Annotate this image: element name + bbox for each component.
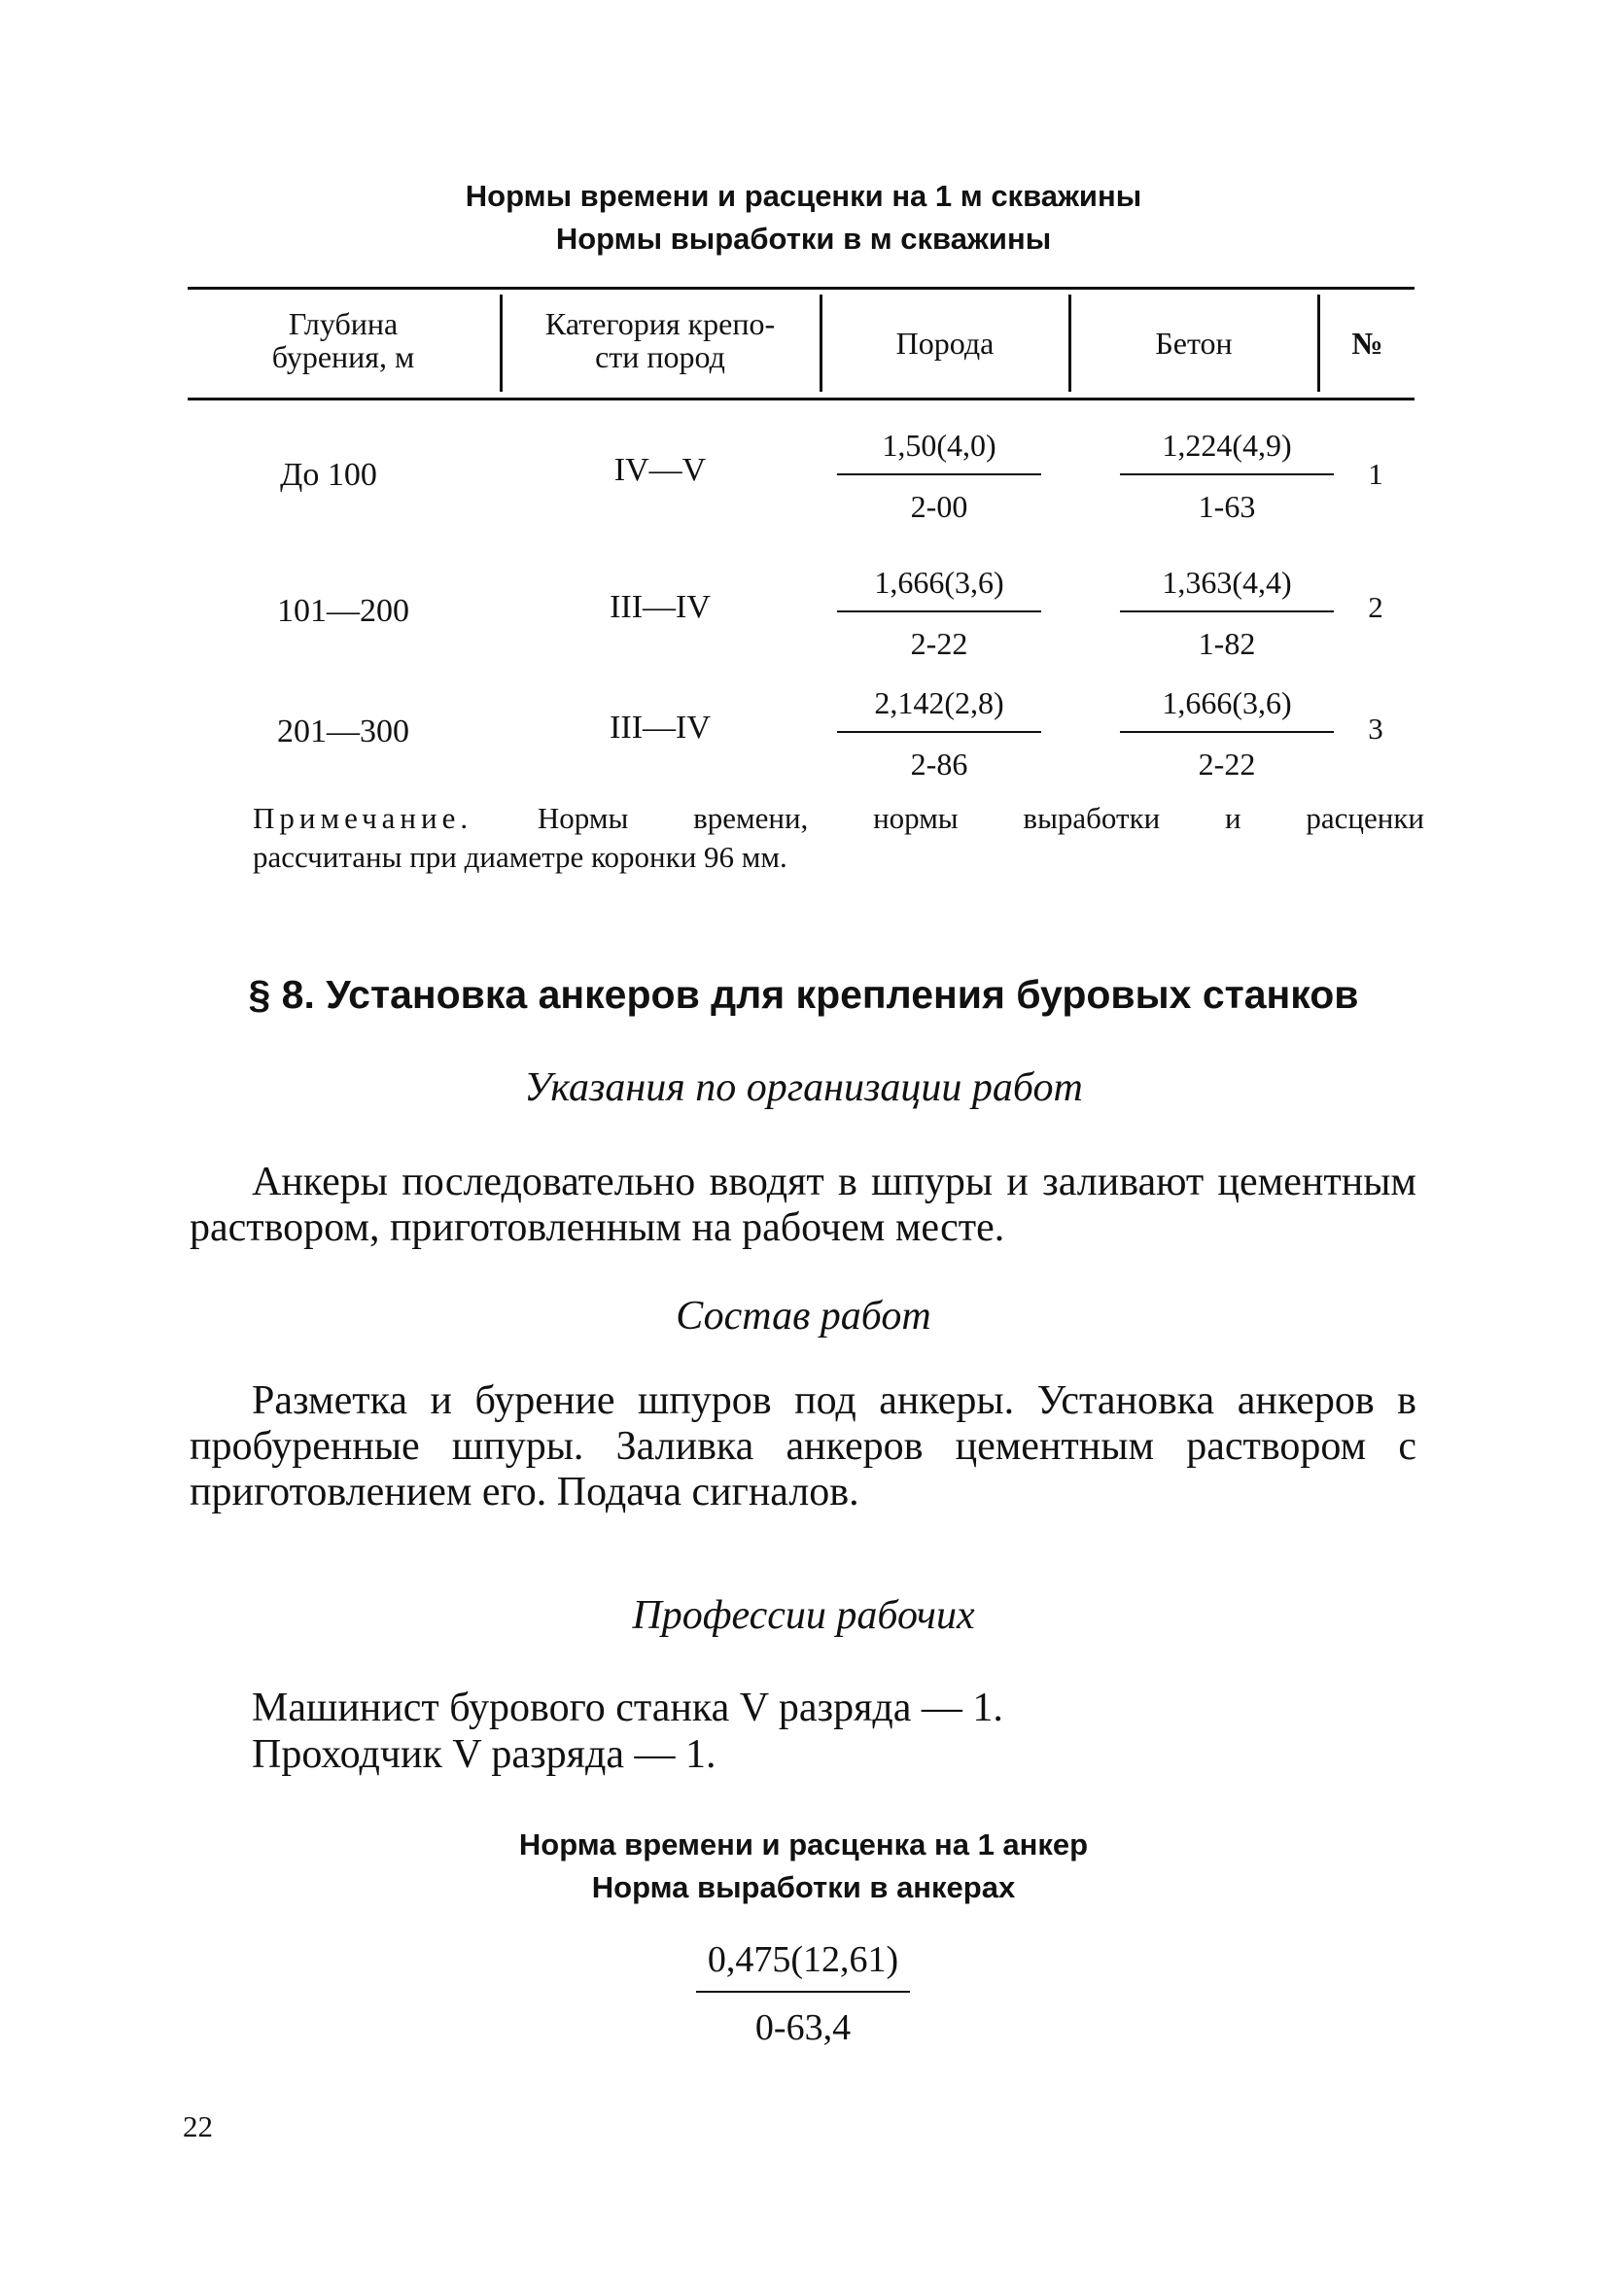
- row-2-concrete-fraction: [1115, 565, 1339, 662]
- header-rock: Порода: [895, 326, 995, 361]
- header-category-line-1: Категория крепо-: [544, 306, 776, 341]
- row-2-category: III—IV: [610, 589, 711, 625]
- norm-caption-line-2: Норма выработки в анкерах: [591, 1870, 1016, 1904]
- header-depth-line-2: бурения, м: [271, 339, 415, 374]
- fraction-bar: [1120, 731, 1334, 733]
- header-number: №: [1351, 326, 1383, 361]
- table-header-rule: [188, 398, 1415, 400]
- row-3-depth: 201—300: [277, 713, 409, 749]
- fraction-bar: [837, 731, 1041, 733]
- row-1-depth: До 100: [280, 457, 377, 493]
- row-1-concrete-numerator: 1,224(4,9): [1162, 428, 1292, 463]
- header-depth: [188, 307, 499, 373]
- professions-heading: Профессии рабочих: [632, 1593, 975, 1638]
- row-1-concrete-fraction: [1115, 428, 1339, 525]
- header-category: [503, 307, 818, 373]
- header-category-line-2: сти пород: [595, 339, 725, 374]
- row-3-concrete-denominator: 2-22: [1198, 747, 1256, 782]
- note-text: Нормы времени, нормы выработки и расценки: [537, 801, 1424, 835]
- fraction-bar: [696, 1991, 910, 1993]
- row-2-number: 2: [1368, 590, 1383, 624]
- anchor-norm-numerator: 0,475(12,61): [707, 1939, 899, 1980]
- row-3-concrete-fraction: [1115, 685, 1339, 783]
- table-caption-line-1: Нормы времени и расценки на 1 м скважины: [465, 179, 1142, 213]
- anchor-norm-denominator: 0-63,4: [754, 2007, 852, 2048]
- table-caption-line-2: Нормы выработки в м скважины: [555, 222, 1052, 256]
- profession-1: Машинист бурового станка V разряда — 1.: [252, 1686, 1003, 1730]
- note-label: Примечание.: [253, 801, 473, 835]
- row-2-rock-numerator: 1,666(3,6): [874, 565, 1004, 600]
- page-number: 22: [183, 2109, 213, 2143]
- row-3-rock-fraction: [832, 685, 1046, 783]
- fraction-bar: [1120, 610, 1334, 612]
- row-1-rock-numerator: 1,50(4,0): [882, 428, 996, 463]
- row-1-concrete-denominator: 1-63: [1198, 489, 1256, 524]
- org-text: Анкеры последовательно вводят в шпуры и заливают цементным раствором, приготовленным на рабочем месте.: [190, 1160, 1416, 1250]
- anchor-norm-fraction: [638, 1938, 968, 2049]
- section-title: § 8. Установка анкеров для крепления буровых станков: [248, 972, 1359, 1017]
- org-heading: Указания по организации работ: [524, 1065, 1083, 1110]
- profession-2: Проходчик V разряда — 1.: [252, 1732, 716, 1777]
- row-3-concrete-numerator: 1,666(3,6): [1162, 685, 1292, 720]
- row-1-rock-denominator: 2-00: [910, 489, 968, 524]
- fraction-bar: [837, 610, 1041, 612]
- row-1-number: 1: [1368, 457, 1383, 491]
- row-1-category: IV—V: [613, 452, 707, 488]
- fraction-bar: [837, 473, 1041, 475]
- row-2-depth: 101—200: [277, 593, 409, 629]
- header-concrete: Бетон: [1155, 326, 1233, 361]
- row-2-concrete-numerator: 1,363(4,4): [1162, 565, 1292, 600]
- row-3-number: 3: [1368, 712, 1383, 746]
- composition-heading: Состав работ: [676, 1294, 931, 1339]
- org-paragraph: [190, 1160, 1416, 1251]
- row-3-category: III—IV: [610, 710, 711, 746]
- row-2-rock-fraction: [832, 565, 1046, 662]
- norm-caption-line-1: Норма времени и расценка на 1 анкер: [518, 1827, 1089, 1861]
- composition-text: Разметка и бурение шпуров под анкеры. Установка анкеров в пробуренные шпуры. Заливка анкеров цементным раствором с приготовлением его. Подача сигналов.: [190, 1378, 1416, 1514]
- row-3-rock-numerator: 2,142(2,8): [874, 685, 1004, 720]
- header-depth-line-1: Глубина: [288, 306, 399, 341]
- table-note: [253, 799, 1424, 838]
- note-line-2: рассчитаны при диаметре коронки 96 мм.: [253, 840, 787, 874]
- row-1-rock-fraction: [832, 428, 1046, 525]
- row-2-rock-denominator: 2-22: [910, 626, 968, 661]
- row-3-rock-denominator: 2-86: [910, 747, 968, 782]
- composition-paragraph: [190, 1378, 1416, 1515]
- fraction-bar: [1120, 473, 1334, 475]
- row-2-concrete-denominator: 1-82: [1198, 626, 1256, 661]
- table-top-rule: [188, 287, 1415, 290]
